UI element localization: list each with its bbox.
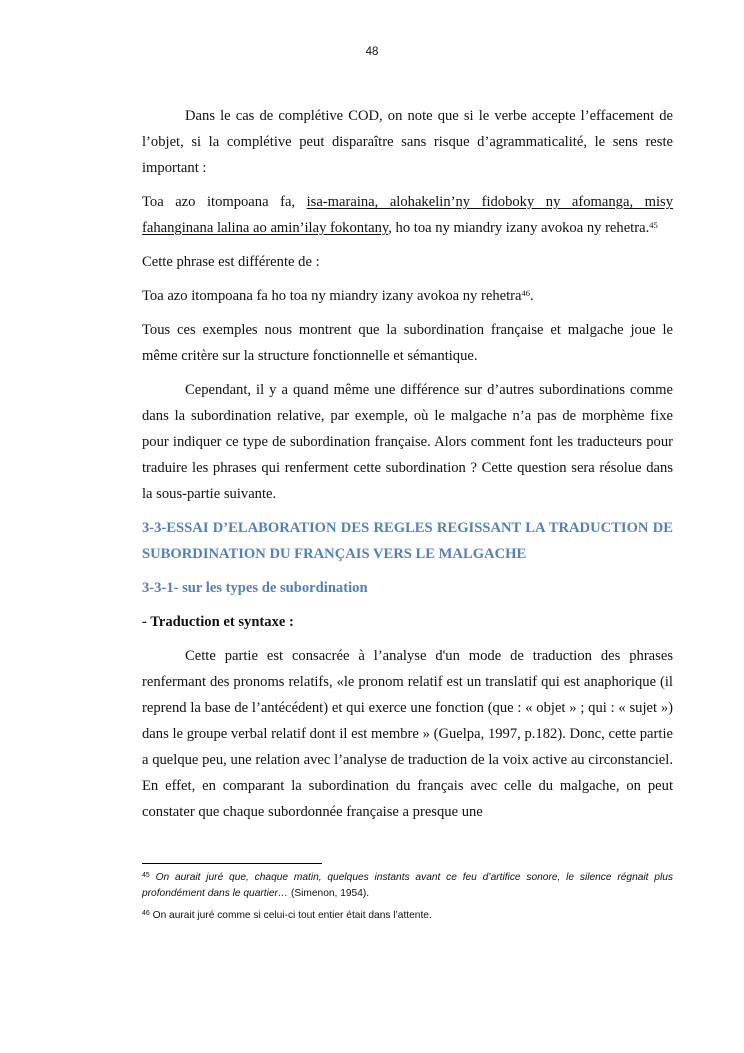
example-malagasy-2 [142, 283, 673, 309]
paragraph-cependant: Cependant, il y a quand même une différence sur d’autres subordinations comme dans la subordination relative, par exemple, où le malgache n’a pas de morphème fixe pour indiquer ce type de subordination française. Alors comment font les traducteurs pour traduire les phrases qui renferment cette subordination ? Cette question sera résolue dans la sous-partie suivante. [142, 382, 673, 502]
example-1-underlined: isa-maraina, alohakelin’ny fidoboky ny afomanga, misy fahanginana lalina ao amin’ilay fokontany [142, 194, 673, 236]
footnote-46-number: 46 [142, 910, 150, 917]
footnote-45-number: 45 [142, 872, 150, 879]
footnote-ref-45[interactable]: 45 [649, 220, 658, 230]
page-number: 48 [365, 46, 379, 58]
example-2-text: Toa azo itompoana fa ho toa ny miandry izany avokoa ny rehetra [142, 288, 522, 304]
example-1-prefix: Toa azo itompoana fa, [142, 194, 307, 210]
subsection-heading-3-3-1: 3-3-1- sur les types de subordination [142, 580, 368, 596]
example-1-suffix: , ho toa ny miandry izany avokoa ny rehetra. [388, 220, 650, 236]
example-malagasy-1 [142, 189, 673, 241]
example-2-end: . [530, 288, 534, 304]
main-text [142, 103, 673, 825]
paragraph-examples: Tous ces exemples nous montrent que la subordination française et malgache joue le même critère sur la structure fonctionnelle et sémantique. [142, 322, 673, 364]
footnote-divider [142, 863, 322, 864]
paragraph-completive: Dans le cas de complétive COD, on note que si le verbe accepte l’effacement de l’objet, si la complétive peut disparaître sans risque d’agrammaticalité, le sens reste important : [142, 108, 673, 176]
footnote-45-source: (Simenon, 1954). [288, 888, 370, 899]
footnote-45 [142, 870, 673, 902]
paragraph-traduction: Cette partie est consacrée à l’analyse d'un mode de traduction des phrases renfermant des pronoms relatifs, «le pronom relatif est un translatif qui est anaphorique (il reprend la base de l’antécédent) et qui exerce une fonction (que : « objet » ; qui : « sujet ») dans le groupe verbal relatif dont il est membre » (Guelpa, 1997, p.182). Donc, cette partie a quelque peu, une relation avec l’analyse de traduction de la voix active au circonstanciel. En effet, en comparant la subordination du français avec celle du malgache, on peut constater que chaque subordonnée française a presque une [142, 648, 673, 820]
footnotes [142, 870, 673, 924]
footnote-ref-46[interactable]: 46 [521, 288, 530, 298]
footnote-46 [142, 908, 673, 924]
footnote-46-text: On aurait juré comme si celui-ci tout entier était dans l’attente. [152, 910, 432, 921]
subheading-traduction-syntaxe: - Traduction et syntaxe : [142, 614, 294, 630]
section-heading-3-3: 3-3-ESSAI D’ELABORATION DES REGLES REGISSANT LA TRADUCTION DE SUBORDINATION DU FRANÇAIS VERS LE MALGACHE [142, 520, 673, 562]
footnote-45-quote: On aurait juré que, chaque matin, quelques instants avant ce feu d’artifice sonore, le silence régnait plus profondément dans le quartier… [142, 872, 673, 899]
paragraph-different: Cette phrase est différente de : [142, 254, 320, 270]
